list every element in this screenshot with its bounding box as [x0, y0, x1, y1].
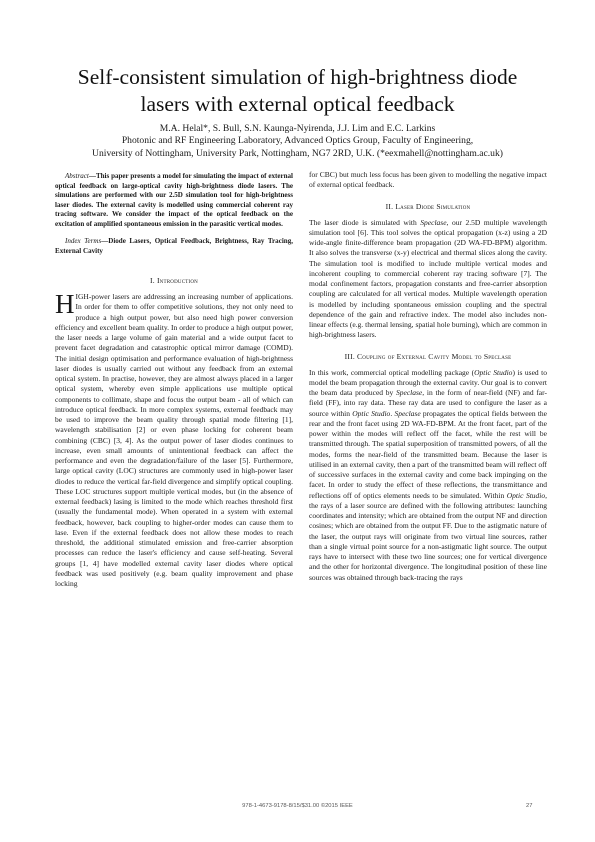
introduction-text: IGH-power lasers are addressing an increasing number of applications. In order for them to offer competitive solutions, they not only need to produce a high output power, but also need high power conversion efficiency and excellent beam quality. In order to produce a high output power, the laser needs a large volume of gain material and a wide output facet to prevent facet degradation and catastrophic optical mirror damage (COMD). The initial design optimisation and performance evaluation of high-brightness laser diodes is usually carried out without any feedback from an external optical system. In practise, however, they are almost always placed in a larger optical system, whereby even simple applications use multiple optical components to collimate, shape and focus the output beam - all of which can introduce optical feedback. In more complex systems, external feedback may be used to improve the beam quality through spatial mode filtering [1], wavelength stabilisation [2] or even phase locking for coherent beam combining (CBC) [3, 4]. As the output power of laser diodes continues to increase, even small amounts of unintentional feedback can affect the performance and even the degradation/failure of the laser [5]. Furthermore, large optical cavity (LOC) structures are commonly used in high-power laser diodes to reduce the vertical far-field divergence and simplify optical coupling. These LOC structures support multiple vertical modes, but (in the absence of external feedback) lasing is limited to the mode which reaches threshold first (usually the fundamental mode). When operated in a system with external feedback, however, back coupling to higher-order modes can cause them to lase. Even if the external feedback does not allow these modes to reach threshold, the additional stimulated emission and free-carrier absorption processes can reduce the laser's efficiency and cause self-heating. Several groups [1, 4] have modelled external cavity laser diodes where optical feedback was used positively (e.g. beam quality improvement and phase locking	[55, 292, 293, 588]
text-span: In this work, commercial optical modelling package (	[309, 367, 475, 377]
software-name: Optic Studio	[352, 408, 391, 418]
index-terms-label: Index Terms	[65, 237, 102, 245]
author-list: M.A. Helal*, S. Bull, S.N. Kaunga-Nyirenda, J.J. Lim and E.C. Larkins	[159, 123, 436, 134]
abstract	[55, 172, 293, 229]
affiliation-line-2: University of Nottingham, University Park, Nottingham, NG7 2RD, U.K. (*eexmahell@nottingham.ac.uk)	[92, 147, 503, 159]
coupling-paragraph	[309, 368, 547, 583]
text-span: .	[390, 408, 395, 418]
section-numeral: II.	[385, 201, 394, 211]
section-heading-introduction	[55, 276, 293, 286]
page-number: 27	[526, 803, 533, 809]
text-span: propagates the optical fields between the rear and the front facet using 2D WA-FD-BPM. At the front facet, part of the power within the modes will reflect off the facet, while the rest will be transmitted through. The spatial superposition of transmitted powers, of all the modes, forms the near-field of the transmitted beam. Because the laser is utilised in an external cavity, then a part of the transmitted beam will reflect off of successive surfaces in the external cavity and come back impinging on the facet. In order to study the effect of these reflections, the transmittance and reflections off of optics elements needs to be simulated. Within	[309, 408, 548, 500]
software-name: Speclase	[394, 408, 421, 418]
title-line-2: lasers with external optical feedback	[140, 92, 455, 116]
left-column	[55, 172, 293, 589]
text-span: ) is used to model the beam propagation through the external cavity. Our goal is to convert the beam data produced by	[309, 367, 547, 397]
section-heading-laser-diode-simulation	[309, 202, 547, 212]
simulation-paragraph	[309, 218, 547, 341]
copyright-isbn: 978-1-4673-9178-8/15/$31.00 ©2015 IEEE	[242, 803, 353, 809]
section-title: Introduction	[156, 276, 198, 285]
drop-cap: H	[55, 289, 75, 319]
index-terms	[55, 237, 293, 256]
introduction-paragraph	[55, 289, 293, 589]
section-heading-coupling	[309, 352, 547, 362]
affiliation-line-1: Photonic and RF Engineering Laboratory, Advanced Optics Group, Faculty of Engineering,	[121, 135, 474, 147]
section-numeral: III.	[344, 351, 355, 361]
text-span: , our 2.5D multiple wavelength simulation tool [6]. This tool solves the optical propagation (x-z) using a 2D wide-angle finite-difference beam propagation (2D WA-FD-BPM) algorithm. It also solves the transverse (x-y) electrical and thermal slices along the cavity. The simulation tool is modified to include multiple vertical modes and incoherent coupling to commercial coherent ray tracing software [7]. The modal confinement factors, propagation constants and free-carrier absorption coupling are calculated for all vertical modes. Multiple wavelength operation is modelled by including spontaneous emission coupling and the spectral dependence of the gain and refractive index. The model also includes non-linear effects (e.g. thermal lensing, spatial hole burning), which are common in high-brightness lasers.	[309, 217, 547, 340]
software-name: Optic Studio	[506, 490, 546, 500]
index-terms-text: —Diode Lasers, Optical Feedback, Brightness, Ray Tracing, External Cavity	[55, 237, 293, 255]
text-span: , in the form of near-field (NF) and far-field (FF), into ray data. These ray data are used to configure the laser as a source within	[309, 388, 547, 418]
paper-title	[40, 64, 555, 118]
software-name: Speclase	[396, 388, 423, 397]
section-title: Laser Diode Simulation	[395, 201, 471, 211]
title-line-1: Self-consistent simulation of high-brightness diode	[77, 65, 518, 89]
section-title: Coupling of External Cavity Model to Speclase	[357, 351, 512, 361]
right-column	[309, 170, 547, 583]
abstract-label: Abstract	[65, 172, 89, 180]
text-span: The laser diode is simulated with	[309, 217, 421, 227]
author-block	[40, 123, 555, 160]
software-name: Optic Studio	[474, 367, 513, 377]
text-span: , the rays of a laser source are defined with the following attributes: launching coordinates and intensity; which are obtained from the output NF and direction cosines; which are obtained from the output FF. Due to the astigmatic nature of the laser, the output rays will originate from two virtual line sources, rather than a single virtual point source for a non-astigmatic light source. The output rays have to intersect with these two line sources; one for vertical divergence and the other for horizontal divergence. The longitudinal position of these line sources was obtained through back-tracing the rays	[309, 490, 547, 582]
introduction-continuation: for CBC) but much less focus has been given to modelling the negative impact of external optical feedback.	[309, 170, 547, 190]
section-numeral: I.	[150, 276, 155, 285]
abstract-text: —This paper presents a model for simulating the impact of external optical feedback on large-optical cavity high-brightness diode lasers. The simulations are performed with our 2.5D simulation tool for high-brightness laser diodes. The external cavity is modelled using commercial coherent ray tracing software. We consider the impact of the optical feedback on the excitation of amplified spontaneous emission in the parasitic vertical modes.	[55, 172, 293, 228]
software-name: Speclase	[420, 217, 447, 227]
